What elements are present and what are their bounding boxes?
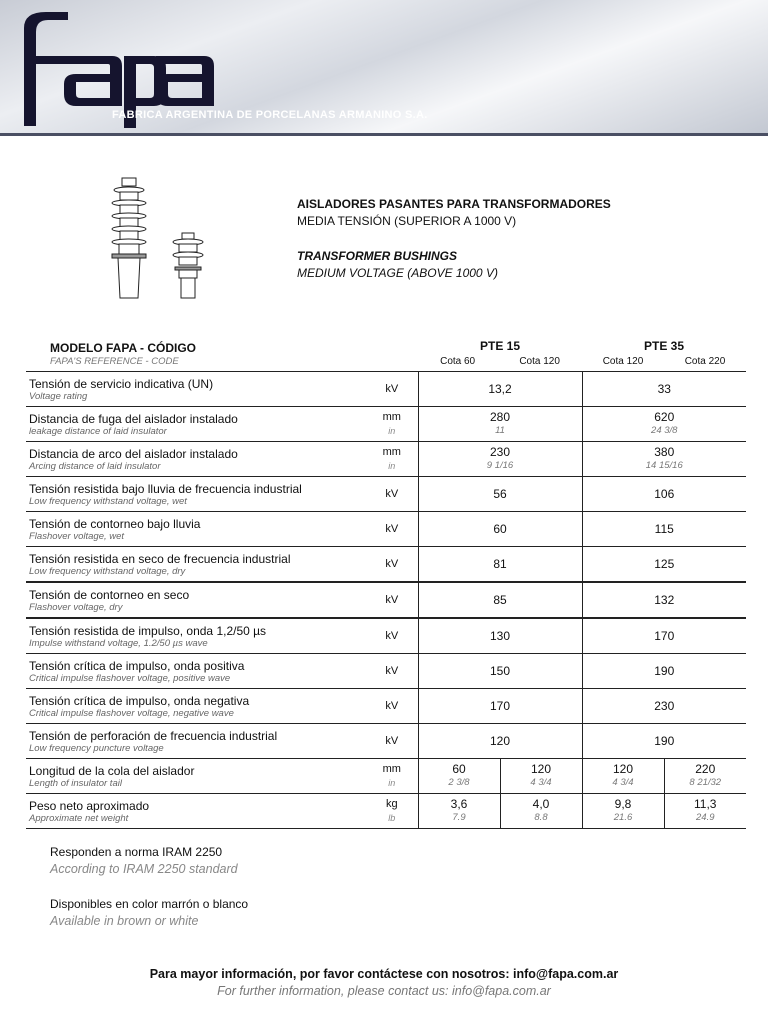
norm-note: Responden a norma IRAM 2250 According to IRAM 2250 standard (50, 845, 238, 876)
contact-en: For further information, please contact us: info@fapa.com.ar (217, 984, 551, 998)
table-row: Distancia de arco del aislador instalado Arcing distance of laid insulator mm in 230 9 1/16 380 14 15/16 (26, 442, 746, 477)
bushing-illustration (100, 172, 220, 302)
company-name: FABRICA ARGENTINA DE PORCELANAS ARMANINO S.A. (112, 109, 428, 121)
table-row: Tensión crítica de impulso, onda negativa Critical impulse flashover voltage, negative wave kV 170 230 (26, 689, 746, 724)
table-row: Longitud de la cola del aislador Length of insulator tail mm in 60 2 3/8 120 4 3/4 120 4 3/4 220 8 21/32 (26, 759, 746, 794)
table-row: Tensión de contorneo bajo lluvia Flashover voltage, wet kV 60 115 (26, 512, 746, 547)
table-row: Tensión de contorneo en seco Flashover voltage, dry kV 85 132 (26, 582, 746, 618)
table-row: Tensión de perforación de frecuencia industrial Low frequency puncture voltage kV 120 190 (26, 724, 746, 759)
group-header-pte15: PTE 15 Cota 60 Cota 120 (440, 339, 560, 367)
banner-divider (0, 133, 768, 136)
table-header (26, 333, 746, 372)
table-row: Peso neto aproximado Approximate net weight kg lb 3,6 7.9 4,0 8.8 9,8 21.6 11,3 24.9 (26, 794, 746, 829)
table-row: Tensión crítica de impulso, onda positiva Critical impulse flashover voltage, positive wave kV 150 190 (26, 654, 746, 689)
document-title-block (297, 196, 611, 282)
table-row: Tensión de servicio indicativa (UN) Voltage rating kV 13,2 33 (26, 372, 746, 407)
table-row: Distancia de fuga del aislador instalado leakage distance of laid insulator mm in 280 11 620 24 3/8 (26, 407, 746, 442)
subtitle-en: MEDIUM VOLTAGE (ABOVE 1000 V) (297, 266, 498, 280)
subtitle-es: MEDIA TENSIÓN (SUPERIOR A 1000 V) (297, 214, 517, 228)
table-row: Tensión resistida bajo lluvia de frecuencia industrial Low frequency withstand voltage, wet kV 56 106 (26, 477, 746, 512)
color-note: Disponibles en color marrón o blanco Available in brown or white (50, 897, 249, 928)
table-row: Tensión resistida de impulso, onda 1,2/50 µs Impulse withstand voltage, 1.2/50 µs wave kV 130 170 (26, 618, 746, 654)
title-en: TRANSFORMER BUSHINGS (297, 249, 458, 263)
model-header: MODELO FAPA - CÓDIGO FAPA'S REFERENCE - CODE (50, 340, 196, 367)
group-header-pte35: PTE 35 Cota 120 Cota 220 (602, 339, 726, 367)
table-row: Tensión resistida en seco de frecuencia industrial Low frequency withstand voltage, dry kV 81 125 (26, 547, 746, 583)
contact-footer (0, 966, 768, 1000)
contact-es: Para mayor información, por favor contáctese con nosotros: info@fapa.com.ar (149, 967, 619, 981)
specifications-table (26, 333, 746, 829)
title-es: AISLADORES PASANTES PARA TRANSFORMADORES (297, 197, 611, 211)
